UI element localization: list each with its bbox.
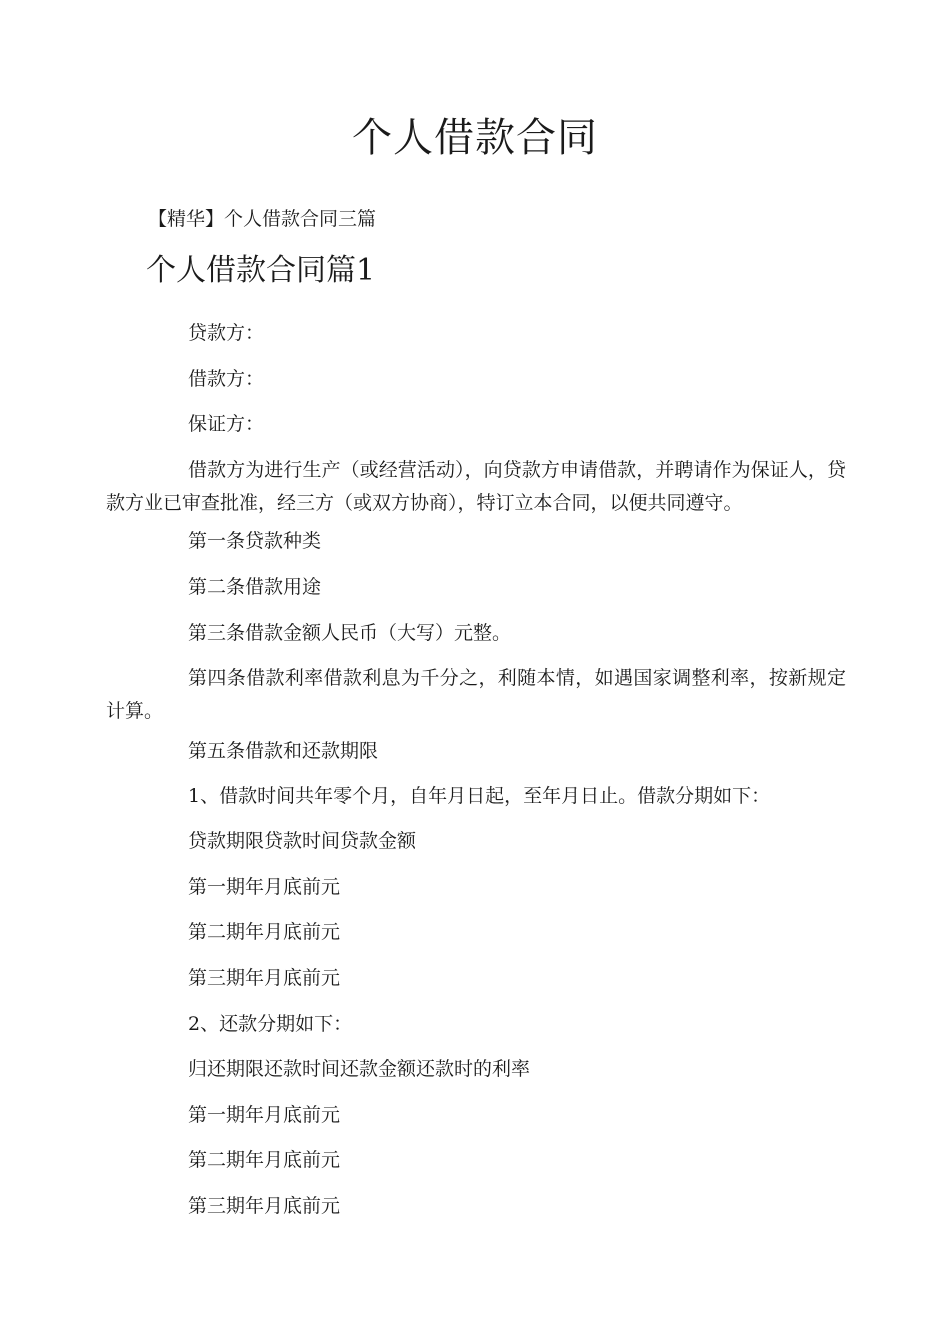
article-3: 第三条借款金额人民币（大写）元整。 [188,622,512,644]
intro-paragraph: 借款方为进行生产（或经营活动），向贷款方申请借款，并聘请作为保证人，贷款方业已审查批准，经三方（或双方协商），特订立本合同，以便共同遵守。 [106,459,846,514]
repayment-schedule-header: 归还期限还款时间还款金额还款时的利率 [188,1058,531,1080]
repayment-schedule-row: 第二期年月底前元 [188,1149,341,1171]
borrower-label: 借款方： [188,368,265,390]
article-5: 第五条借款和还款期限 [188,740,379,762]
repayment-schedule-row: 第一期年月底前元 [188,1104,341,1126]
guarantor-label: 保证方： [188,413,265,435]
repayment-schedule-intro: 2、还款分期如下： [188,1013,353,1035]
article-4: 第四条借款利率借款利息为千分之，利随本情，如遇国家调整利率，按新规定计算。 [106,667,846,722]
lender-label: 贷款方： [188,322,265,344]
section-heading: 个人借款合同篇1 [146,253,376,288]
article-2: 第二条借款用途 [188,576,322,598]
loan-schedule-header: 贷款期限贷款时间贷款金额 [188,830,417,852]
document-title: 个人借款合同 [352,115,598,161]
repayment-schedule-row: 第三期年月底前元 [188,1195,341,1217]
document-subtitle: 【精华】个人借款合同三篇 [148,208,377,230]
loan-schedule-row: 第一期年月底前元 [188,876,341,898]
loan-schedule-intro: 1、借款时间共年零个月，自年月日起，至年月日止。借款分期如下： [188,785,771,807]
article-1: 第一条贷款种类 [188,530,322,552]
loan-schedule-row: 第三期年月底前元 [188,967,341,989]
loan-schedule-row: 第二期年月底前元 [188,921,341,943]
